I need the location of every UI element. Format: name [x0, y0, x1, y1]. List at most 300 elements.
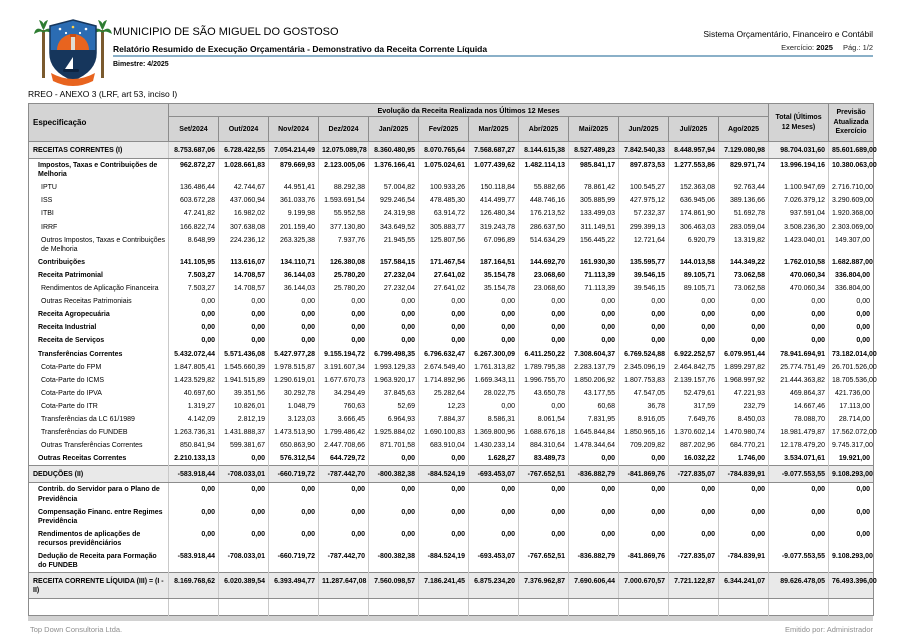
cell-value: 224.236,12: [219, 234, 269, 256]
cell-value: 0,00: [769, 506, 829, 528]
cell-value: 937.591,04: [769, 207, 829, 220]
cell-value: 1.075.024,61: [419, 159, 469, 182]
cell-value: 7.503,27: [169, 269, 219, 282]
cell-value: 1.799.486,42: [319, 426, 369, 439]
cell-value: 30.292,78: [269, 387, 319, 400]
cell-value: 7.503,27: [169, 282, 219, 295]
table-row: [29, 550, 874, 573]
row-label: Receita Agropecuária: [29, 308, 169, 321]
cell-value: 6.393.494,77: [269, 573, 319, 599]
cell-value: 1.263.736,31: [169, 426, 219, 439]
cell-value: -836.882,79: [569, 466, 619, 483]
cell-value: 2.812,19: [219, 413, 269, 426]
cell-value: 1.369.800,96: [469, 426, 519, 439]
cell-value: 336.804,00: [829, 282, 874, 295]
cell-value: 0,00: [469, 308, 519, 321]
cell-value: 63.914,72: [419, 207, 469, 220]
cell-value: 0,00: [169, 483, 219, 506]
exercise-label: Exercício:: [781, 43, 815, 52]
cell-value: -787.442,70: [319, 550, 369, 573]
cell-value: 343.649,52: [369, 221, 419, 234]
table-row: [29, 269, 874, 282]
cell-value: 1.762.010,58: [769, 256, 829, 269]
cell-value: 644.729,72: [319, 452, 369, 466]
row-label: Cota-Parte do IPVA: [29, 387, 169, 400]
cell-value: 286.637,50: [519, 221, 569, 234]
cell-value: 1.690.100,83: [419, 426, 469, 439]
cell-value: 85.601.689,00: [829, 142, 874, 159]
cell-value: 7.831,95: [569, 413, 619, 426]
cell-value: 60,68: [569, 400, 619, 413]
cell-value: 47.547,05: [619, 387, 669, 400]
cell-value: 171.467,54: [419, 256, 469, 269]
cell-value: 1.028.661,83: [219, 159, 269, 182]
cell-value: 133.499,03: [569, 207, 619, 220]
cell-value: 23.068,60: [519, 269, 569, 282]
table-row: [29, 256, 874, 269]
table-row: [29, 506, 874, 528]
cell-value: 1.968.997,92: [719, 374, 769, 387]
cell-value: 6.267.300,09: [469, 348, 519, 361]
cell-value: 3.191.607,34: [319, 361, 369, 374]
cell-value: 0,00: [419, 528, 469, 550]
cell-value: 0,00: [719, 295, 769, 308]
cell-value: 18.981.479,87: [769, 426, 829, 439]
cell-value: 7.649,76: [669, 413, 719, 426]
cell-value: 52,69: [369, 400, 419, 413]
month-header: Jan/2025: [369, 117, 419, 142]
month-header: Abr/2025: [519, 117, 569, 142]
cell-value: 0,00: [219, 483, 269, 506]
cell-value: 12.721,64: [619, 234, 669, 256]
cell-value: 850.841,94: [169, 439, 219, 452]
cell-value: 0,00: [829, 295, 874, 308]
page-number: Pág.: 1/2: [842, 43, 873, 52]
cell-value: 1.925.884,02: [369, 426, 419, 439]
cell-value: 9.199,98: [269, 207, 319, 220]
cell-value: 89.105,71: [669, 282, 719, 295]
cell-value: 603.672,28: [169, 194, 219, 207]
cell-value: 6.728.422,55: [219, 142, 269, 159]
cell-value: 0,00: [419, 308, 469, 321]
cell-value: 683.910,04: [419, 439, 469, 452]
cell-value: 0,00: [719, 308, 769, 321]
table-row: [29, 483, 874, 506]
cell-value: 0,00: [469, 295, 519, 308]
cell-value: 0,00: [369, 321, 419, 334]
cell-value: 18.705.536,00: [829, 374, 874, 387]
cell-value: 12.178.479,20: [769, 439, 829, 452]
cell-value: 1.645.844,84: [569, 426, 619, 439]
table-row: [29, 348, 874, 361]
table-row: [29, 194, 874, 207]
cell-value: 0,00: [519, 400, 569, 413]
cell-value: 0,00: [319, 334, 369, 347]
table-header: [29, 104, 874, 142]
table-row: [29, 439, 874, 452]
cell-value: 1.376.166,41: [369, 159, 419, 182]
cell-value: 0,00: [469, 506, 519, 528]
title-divider: [113, 55, 873, 57]
cell-value: 78.088,70: [769, 413, 829, 426]
cell-value: 0,00: [769, 528, 829, 550]
cell-value: 135.595,77: [619, 256, 669, 269]
cell-value: 100.545,27: [619, 181, 669, 194]
cell-value: 0,00: [169, 334, 219, 347]
row-label: Receita Patrimonial: [29, 269, 169, 282]
table-row: [29, 181, 874, 194]
cell-value: 0,00: [829, 321, 874, 334]
row-label: ISS: [29, 194, 169, 207]
cell-value: 470.060,34: [769, 282, 829, 295]
cell-value: 6.796.632,47: [419, 348, 469, 361]
cell-value: 1.431.888,37: [219, 426, 269, 439]
cell-value: 0,00: [669, 295, 719, 308]
cell-value: 311.149,51: [569, 221, 619, 234]
total-column-header: Total (Últimos 12 Meses): [769, 104, 829, 142]
cell-value: 8.360.480,95: [369, 142, 419, 159]
cell-value: 469.864,37: [769, 387, 829, 400]
table-row: [29, 426, 874, 439]
cell-value: 0,00: [769, 483, 829, 506]
cell-value: 55.882,66: [519, 181, 569, 194]
cell-value: 0,00: [269, 506, 319, 528]
cell-value: [719, 599, 769, 616]
cell-value: 125.807,56: [419, 234, 469, 256]
cell-value: 1.682.887,00: [829, 256, 874, 269]
row-label: Dedução de Receita para Formação do FUNDEB: [29, 550, 169, 573]
cell-value: 47.241,82: [169, 207, 219, 220]
cell-value: 0,00: [469, 483, 519, 506]
cell-value: 1.899.297,82: [719, 361, 769, 374]
cell-value: 1.319,27: [169, 400, 219, 413]
cell-value: [829, 599, 874, 616]
cell-value: 884.310,64: [519, 439, 569, 452]
cell-value: 0,00: [619, 528, 669, 550]
cell-value: 0,00: [319, 506, 369, 528]
cell-value: 0,00: [169, 528, 219, 550]
cell-value: 0,00: [769, 321, 829, 334]
cell-value: 0,00: [219, 452, 269, 466]
cell-value: 962.872,27: [169, 159, 219, 182]
cell-value: -800.382,38: [369, 550, 419, 573]
cell-value: -787.442,70: [319, 466, 369, 483]
month-header: Dez/2024: [319, 117, 369, 142]
footer-issued-by: Emitido por: Administrador: [785, 625, 873, 634]
municipality-name: MUNICIPIO DE SÃO MIGUEL DO GOSTOSO: [113, 26, 339, 38]
cell-value: 0,00: [619, 452, 669, 466]
cell-value: 0,00: [569, 452, 619, 466]
cell-value: 136.486,44: [169, 181, 219, 194]
cell-value: 0,00: [769, 334, 829, 347]
cell-value: 8.648,99: [169, 234, 219, 256]
row-label: Transferências do FUNDEB: [29, 426, 169, 439]
cell-value: 829.971,74: [719, 159, 769, 182]
cell-value: 78.941.694,91: [769, 348, 829, 361]
cell-value: -727.835,07: [669, 550, 719, 573]
row-label: Receita de Serviços: [29, 334, 169, 347]
cell-value: 8.916,05: [619, 413, 669, 426]
cell-value: 0,00: [319, 528, 369, 550]
cell-value: 14.667,46: [769, 400, 829, 413]
annex-title: RREO - ANEXO 3 (LRF, art 53, inciso I): [28, 89, 178, 99]
cell-value: 134.110,71: [269, 256, 319, 269]
cell-value: 0,00: [369, 452, 419, 466]
month-header: Out/2024: [219, 117, 269, 142]
cell-value: 0,00: [369, 308, 419, 321]
cell-value: 7.054.214,49: [269, 142, 319, 159]
cell-value: [769, 599, 829, 616]
cell-value: 317,59: [669, 400, 719, 413]
cell-value: 6.920,79: [669, 234, 719, 256]
cell-value: 2.303.069,00: [829, 221, 874, 234]
cell-value: 1.850.206,92: [569, 374, 619, 387]
cell-value: 1.920.368,00: [829, 207, 874, 220]
table-row: [29, 207, 874, 220]
cell-value: 7.937,76: [319, 234, 369, 256]
cell-value: 71.113,39: [569, 269, 619, 282]
cell-value: 1.482.114,13: [519, 159, 569, 182]
cell-value: 17.113,00: [829, 400, 874, 413]
cell-value: 0,00: [519, 528, 569, 550]
cell-value: 16.032,22: [669, 452, 719, 466]
row-label: RECEITA CORRENTE LÍQUIDA (III) = (I - II): [29, 573, 169, 599]
table-row: [29, 142, 874, 159]
table-row: [29, 387, 874, 400]
cell-value: 12,23: [419, 400, 469, 413]
cell-value: 0,00: [519, 483, 569, 506]
cell-value: 299.399,13: [619, 221, 669, 234]
cell-value: 9.745.317,00: [829, 439, 874, 452]
cell-value: 100.933,26: [419, 181, 469, 194]
cell-value: 0,00: [219, 321, 269, 334]
cell-value: 0,00: [569, 528, 619, 550]
cell-value: -784.839,91: [719, 466, 769, 483]
report-title: Relatório Resumido de Execução Orçamentária - Demonstrativo da Receita Corrente Líquida: [113, 44, 488, 54]
month-header: Mai/2025: [569, 117, 619, 142]
row-label: Cota-Parte do ITR: [29, 400, 169, 413]
cell-value: 0,00: [719, 483, 769, 506]
cell-value: 760,63: [319, 400, 369, 413]
row-label: Cota-Parte do ICMS: [29, 374, 169, 387]
cell-value: 1.714.892,96: [419, 374, 469, 387]
cell-value: 0,00: [619, 334, 669, 347]
cell-value: 26.701.526,00: [829, 361, 874, 374]
cell-value: 3.290.609,00: [829, 194, 874, 207]
cell-value: -708.033,01: [219, 550, 269, 573]
table-row: [29, 159, 874, 182]
exercise-page-line: [703, 43, 873, 52]
cell-value: 7.376.962,87: [519, 573, 569, 599]
cell-value: 1.628,27: [469, 452, 519, 466]
cell-value: 1.470.980,74: [719, 426, 769, 439]
cell-value: 0,00: [619, 483, 669, 506]
cell-value: 7.000.670,57: [619, 573, 669, 599]
cell-value: 6.875.234,20: [469, 573, 519, 599]
month-header: Nov/2024: [269, 117, 319, 142]
cell-value: 25.780,20: [319, 282, 369, 295]
cell-value: -884.524,19: [419, 466, 469, 483]
cell-value: 0,00: [829, 334, 874, 347]
cell-value: 5.427.977,28: [269, 348, 319, 361]
cell-value: 0,00: [369, 528, 419, 550]
cell-value: 150.118,84: [469, 181, 519, 194]
cell-value: 1.478.344,64: [569, 439, 619, 452]
cell-value: -708.033,01: [219, 466, 269, 483]
cell-value: 0,00: [719, 506, 769, 528]
months-group-header: Evolução da Receita Realizada nos Últimos 12 Meses: [169, 104, 769, 117]
cell-value: 1.996.755,70: [519, 374, 569, 387]
cell-value: 0,00: [829, 483, 874, 506]
cell-value: 36.144,03: [269, 282, 319, 295]
cell-value: 73.062,58: [719, 269, 769, 282]
cell-value: 1.048,79: [269, 400, 319, 413]
cell-value: 0,00: [269, 528, 319, 550]
cell-value: 1.963.920,17: [369, 374, 419, 387]
cell-value: 25.774.751,49: [769, 361, 829, 374]
cell-value: 8.061,54: [519, 413, 569, 426]
cell-value: 89.105,71: [669, 269, 719, 282]
cell-value: 361.033,76: [269, 194, 319, 207]
cell-value: 0,00: [719, 528, 769, 550]
cell-value: 0,00: [319, 483, 369, 506]
cell-value: 1.789.795,38: [519, 361, 569, 374]
cell-value: 9.108.293,00: [829, 466, 874, 483]
cell-value: 0,00: [419, 452, 469, 466]
cell-value: 3.534.071,61: [769, 452, 829, 466]
cell-value: 0,00: [769, 295, 829, 308]
cell-value: 0,00: [669, 528, 719, 550]
row-label: Receita Industrial: [29, 321, 169, 334]
row-label: Contrib. do Servidor para o Plano de Previdência: [29, 483, 169, 506]
cell-value: -784.839,91: [719, 550, 769, 573]
cell-value: [519, 599, 569, 616]
cell-value: 2.139.157,76: [669, 374, 719, 387]
cell-value: 5.432.072,44: [169, 348, 219, 361]
cell-value: 0,00: [569, 295, 619, 308]
row-label: Transferências Correntes: [29, 348, 169, 361]
row-label: IRRF: [29, 221, 169, 234]
cell-value: 36,78: [619, 400, 669, 413]
cell-value: 144.692,70: [519, 256, 569, 269]
cell-value: 0,00: [369, 334, 419, 347]
cell-value: 897.873,53: [619, 159, 669, 182]
cell-value: 156.445,22: [569, 234, 619, 256]
cell-value: 92.763,44: [719, 181, 769, 194]
header-right: [703, 29, 873, 52]
cell-value: 39.351,56: [219, 387, 269, 400]
cell-value: -9.077.553,55: [769, 550, 829, 573]
cell-value: 8.450,03: [719, 413, 769, 426]
table-row: [29, 374, 874, 387]
cell-value: [569, 599, 619, 616]
cell-value: 232,79: [719, 400, 769, 413]
shield-icon: [50, 20, 96, 80]
cell-value: 7.884,37: [419, 413, 469, 426]
exercise-value: 2025: [816, 43, 833, 52]
cell-value: 0,00: [319, 321, 369, 334]
cell-value: 0,00: [219, 528, 269, 550]
cell-value: 389.136,66: [719, 194, 769, 207]
cell-value: 152.363,08: [669, 181, 719, 194]
cell-value: [169, 599, 219, 616]
row-label: Outras Receitas Correntes: [29, 452, 169, 466]
cell-value: 7.129.080,98: [719, 142, 769, 159]
cell-value: 187.164,51: [469, 256, 519, 269]
cell-value: 307.638,08: [219, 221, 269, 234]
cell-value: 21.945,55: [369, 234, 419, 256]
cell-value: 263.325,38: [269, 234, 319, 256]
cell-value: 636.945,06: [669, 194, 719, 207]
cell-value: 887.202,96: [669, 439, 719, 452]
cell-value: 35.154,78: [469, 282, 519, 295]
cell-value: 35.154,78: [469, 269, 519, 282]
cell-value: 6.079.951,44: [719, 348, 769, 361]
cell-value: 1.370.602,14: [669, 426, 719, 439]
cell-value: [319, 599, 369, 616]
cell-value: 113.616,07: [219, 256, 269, 269]
rcl-table: [28, 103, 877, 616]
cell-value: 0,00: [569, 321, 619, 334]
cell-value: 0,00: [419, 506, 469, 528]
cell-value: 319.243,78: [469, 221, 519, 234]
cell-value: 8.448.957,94: [669, 142, 719, 159]
table-row: [29, 361, 874, 374]
cell-value: 10.380.063,00: [829, 159, 874, 182]
cell-value: 871.701,58: [369, 439, 419, 452]
cell-value: 89.626.478,05: [769, 573, 829, 599]
cell-value: 0,00: [169, 321, 219, 334]
cell-value: 9.155.194,72: [319, 348, 369, 361]
cell-value: 0,00: [469, 334, 519, 347]
cell-value: 8.169.768,62: [169, 573, 219, 599]
cell-value: 1.941.515,89: [219, 374, 269, 387]
cell-value: -800.382,38: [369, 466, 419, 483]
cell-value: 2.464.842,75: [669, 361, 719, 374]
cell-value: 2.345.096,19: [619, 361, 669, 374]
cell-value: 7.690.606,44: [569, 573, 619, 599]
cell-value: 83.489,73: [519, 452, 569, 466]
table-row: [29, 321, 874, 334]
cell-value: -693.453,07: [469, 550, 519, 573]
cell-value: 1.677.670,73: [319, 374, 369, 387]
cell-value: -767.652,51: [519, 550, 569, 573]
cell-value: 0,00: [419, 483, 469, 506]
row-label: Outras Transferências Correntes: [29, 439, 169, 452]
month-header: Jun/2025: [619, 117, 669, 142]
cell-value: 76.493.396,00: [829, 573, 874, 599]
cell-value: 1.761.313,82: [469, 361, 519, 374]
cell-value: 3.666,45: [319, 413, 369, 426]
cell-value: 37.845,63: [369, 387, 419, 400]
cell-value: 14.708,57: [219, 269, 269, 282]
row-label: [29, 599, 169, 616]
cell-value: 0,00: [519, 295, 569, 308]
cell-value: 1.593.691,54: [319, 194, 369, 207]
cell-value: 23.068,60: [519, 282, 569, 295]
cell-value: 1.423.529,82: [169, 374, 219, 387]
spec-column-header: Especificação: [29, 104, 169, 142]
cell-value: 39.546,15: [619, 269, 669, 282]
month-header: Fev/2025: [419, 117, 469, 142]
cell-value: 0,00: [319, 295, 369, 308]
cell-value: 40.697,60: [169, 387, 219, 400]
cell-value: 7.026.379,12: [769, 194, 829, 207]
table-row: [29, 295, 874, 308]
row-label: Cota-Parte do FPM: [29, 361, 169, 374]
cell-value: 0,00: [169, 295, 219, 308]
table-row: [29, 234, 874, 256]
